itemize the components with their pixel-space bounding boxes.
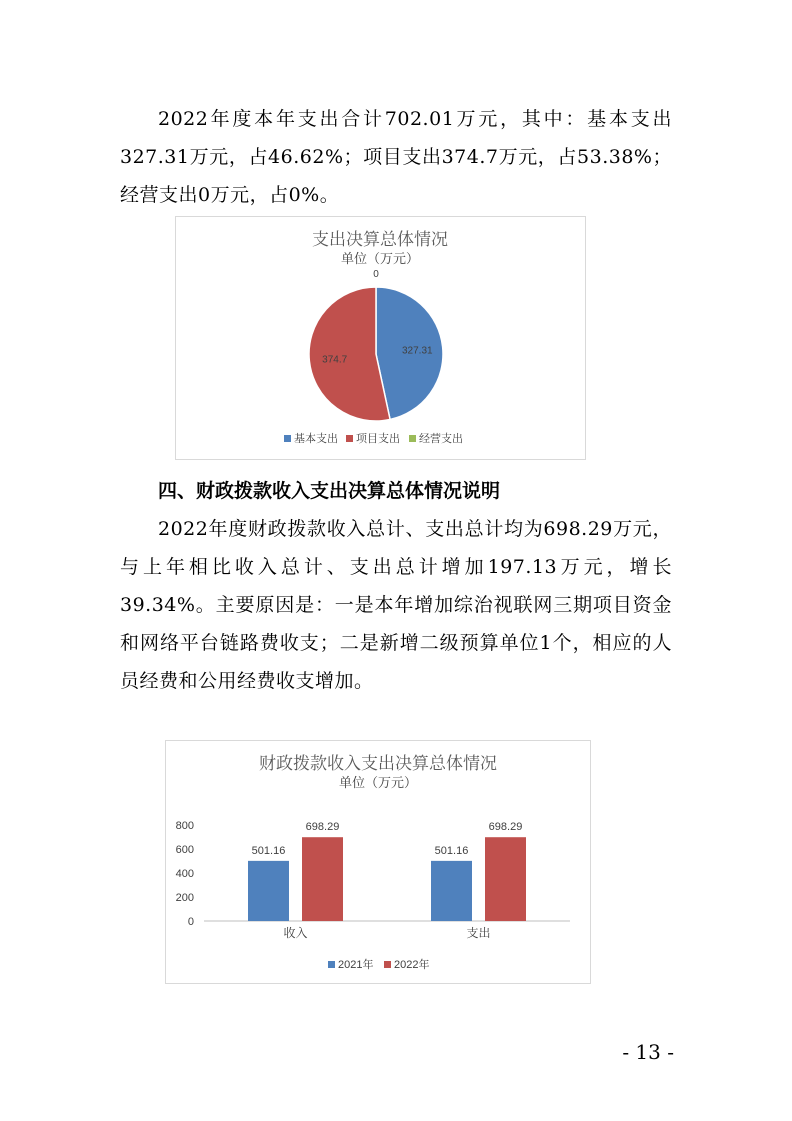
pie-chart-title: 支出决算总体情况 [312, 230, 448, 250]
bar-x-tick-0: 收入 [283, 926, 308, 940]
fiscal-bar-chart [165, 740, 591, 984]
pie-legend-label-2: 经营支出 [419, 433, 463, 445]
pie-legend-label-0: 基本支出 [294, 433, 338, 445]
pie-legend-swatch-0 [284, 435, 291, 442]
bar-legend-label-0: 2021年 [338, 959, 374, 971]
expenditure-pie-chart [175, 216, 586, 460]
section-heading: 四、财政拨款收入支出决算总体情况说明 [158, 480, 501, 502]
pie-legend-swatch-2 [409, 435, 416, 442]
bar-chart-svg [166, 741, 590, 983]
bar-0-1 [302, 837, 343, 921]
bar-chart-subtitle: 单位（万元） [338, 776, 418, 791]
pie-value-label-1: 374.7 [322, 354, 348, 366]
bar-y-tick-1: 200 [175, 892, 194, 904]
bar-y-tick-2: 400 [175, 868, 194, 880]
bar-0-0 [248, 861, 289, 921]
bar-legend-swatch-0 [328, 961, 335, 968]
pie-chart-subtitle: 单位（万元） [340, 252, 420, 267]
pie-value-label-2: 0 [373, 269, 379, 280]
bar-y-tick-0: 0 [187, 916, 194, 928]
bar-value-label-0-1: 698.29 [305, 821, 340, 834]
bar-1-0 [431, 861, 472, 921]
bar-x-tick-1: 支出 [466, 926, 491, 940]
bar-y-tick-4: 800 [175, 820, 194, 832]
paragraph-fiscal-appropriation: 2022年度财政拨款收入总计、支出总计均为698.29万元，与上年相比收入总计、支出总计增加197.13万元，增长39.34%。主要原因是：一是本年增加综治视联网三期项目资金和网络平台链路费收支；二是新增二级预算单位1个，相应的人员经费和公用经费收支增加。 [120, 518, 672, 692]
bar-legend-swatch-1 [384, 961, 391, 968]
bar-chart-title: 财政拨款收入支出决算总体情况 [259, 754, 497, 774]
bar-1-1 [485, 837, 526, 921]
pie-legend-swatch-1 [346, 435, 353, 442]
pie-legend-label-1: 项目支出 [356, 433, 400, 445]
page-number: - 13 - [622, 1040, 674, 1064]
bar-y-tick-3: 600 [175, 844, 194, 856]
bar-value-label-0-0: 501.16 [251, 844, 286, 857]
paragraph-expenditure-summary: 2022年度本年支出合计702.01万元，其中：基本支出327.31万元，占46.62%；项目支出374.7万元，占53.38%；经营支出0万元，占0%。 [120, 108, 672, 206]
bar-value-label-1-0: 501.16 [434, 844, 469, 857]
pie-chart-svg [176, 217, 585, 459]
bar-value-label-1-1: 698.29 [488, 821, 523, 834]
bar-legend-label-1: 2022年 [394, 959, 430, 971]
pie-value-label-0: 327.31 [402, 345, 433, 357]
